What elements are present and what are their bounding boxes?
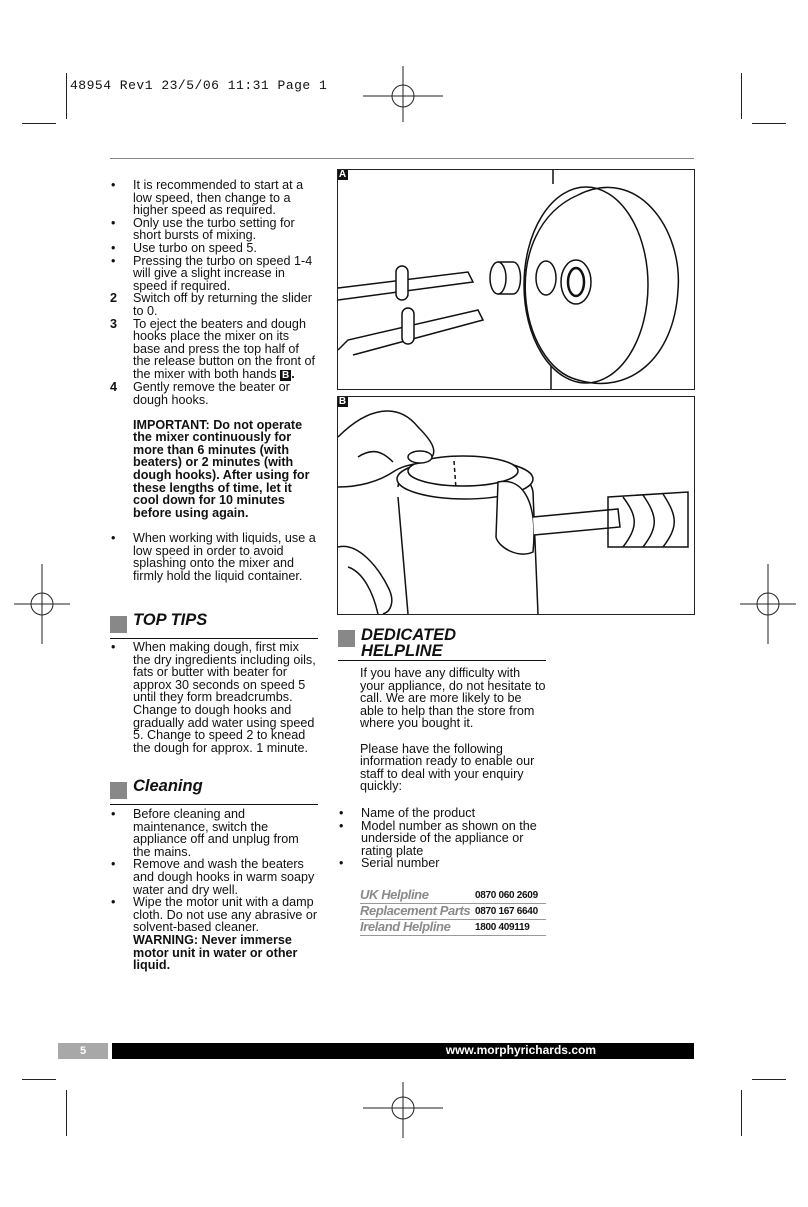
figure-label: A — [338, 169, 347, 180]
cleaning-heading: Cleaning — [110, 778, 318, 805]
helpline-paragraph: Please have the following information ready to enable our staff to deal with your enquiry quickly: — [360, 741, 535, 794]
print-slug: 48954 Rev1 23/5/06 11:31 Page 1 — [70, 78, 328, 93]
list-item: • Wipe the motor unit with a damp cloth. Do not use any abrasive or solvent-based cleaner. — [111, 895, 318, 935]
list-item: • When working with liquids, use a low speed in order to avoid splashing onto the mixer and firmly hold the liquid container. — [111, 531, 316, 583]
figure-label: B — [338, 396, 347, 407]
page-number: 5 — [58, 1043, 108, 1059]
top-tips-heading: TOP TIPS — [110, 612, 318, 639]
footer-url[interactable]: www.morphyrichards.com — [445, 1043, 596, 1057]
cleaning-list — [110, 808, 318, 972]
top-rule — [110, 158, 694, 159]
list-item: • Serial number — [339, 856, 440, 871]
heading-marker — [110, 782, 127, 799]
helpline-heading: DEDICATED HELPLINE — [338, 626, 546, 661]
helpline-paragraph: If you have any difficulty with your appliance, do not hesitate to call. We are more likely to be able to help than the store from where you bought it. — [360, 666, 546, 731]
helpline-body — [360, 667, 548, 793]
important-notice: IMPORTANT: Do not operate the mixer continuously for more than 6 minutes (with beaters) or 2 minutes (with dough hooks). After using for these lengths of time, let it cool down for 10 minutes before using again. — [133, 417, 310, 520]
registration-mark-left — [14, 564, 70, 644]
helpline-row-uk: UK Helpline 0870 060 2609 — [360, 887, 546, 904]
list-item: • Pressing the turbo on speed 1-4 will give a slight increase in speed if required. — [111, 253, 313, 293]
heading-marker — [110, 616, 127, 633]
instructions-column — [110, 179, 316, 582]
list-item: • Name of the product — [339, 806, 476, 820]
phone-number: 0870 167 6640 — [475, 906, 538, 917]
list-item: • Use turbo on speed 5. — [111, 240, 257, 255]
step-2: 2 Switch off by returning the slider to 0. — [110, 291, 312, 318]
phone-number: 0870 060 2609 — [475, 890, 538, 901]
list-item: • Before cleaning and maintenance, switch the appliance off and unplug from the mains. — [111, 807, 299, 859]
list-item: • When making dough, first mix the dry ingredients including oils, fats or butter with beater for approx 30 seconds on speed 5 until they form breadcrumbs. Change to dough hooks and gradually add water using speed 5. Change to speed 2 to knead the dough for approx. 1 minute. — [111, 640, 316, 755]
warning-notice: WARNING: Never immerse motor unit in water or other liquid. — [133, 932, 298, 973]
registration-mark-right — [740, 564, 796, 644]
heading-marker — [338, 630, 355, 647]
mixer-press-illustration — [338, 397, 694, 614]
mixer-head-illustration — [338, 170, 694, 389]
list-item: • Only use the turbo setting for short bursts of mixing. — [111, 215, 295, 243]
list-item: • Model number as shown on the underside of the appliance or rating plate — [339, 818, 537, 858]
registration-mark-bottom — [363, 1082, 443, 1138]
list-item: • Remove and wash the beaters and dough hooks in warm soapy water and dry well. — [111, 857, 315, 897]
top-tips-list — [110, 641, 318, 754]
helpline-info-list — [338, 807, 548, 870]
step-4: 4 Gently remove the beater or dough hooks. — [110, 379, 290, 407]
helpline-row-parts: Replacement Parts 0870 167 6640 — [360, 903, 546, 920]
figure-ref-b: B — [282, 369, 290, 381]
figure-b-release-button — [337, 396, 695, 615]
step-3: 3 To eject the beaters and dough hooks place the mixer on its base and press the top half of the release button on the front of the mixer with both hands B . — [110, 316, 316, 381]
footer-bar — [112, 1043, 694, 1059]
helpline-row-ireland: Ireland Helpline 1800 409119 — [360, 919, 546, 936]
phone-number: 1800 409119 — [475, 922, 530, 933]
list-item: • It is recommended to start at a low speed, then change to a higher speed as required. — [111, 178, 304, 218]
figure-a-ejecting-beaters — [337, 169, 695, 390]
registration-mark-top — [363, 66, 443, 122]
